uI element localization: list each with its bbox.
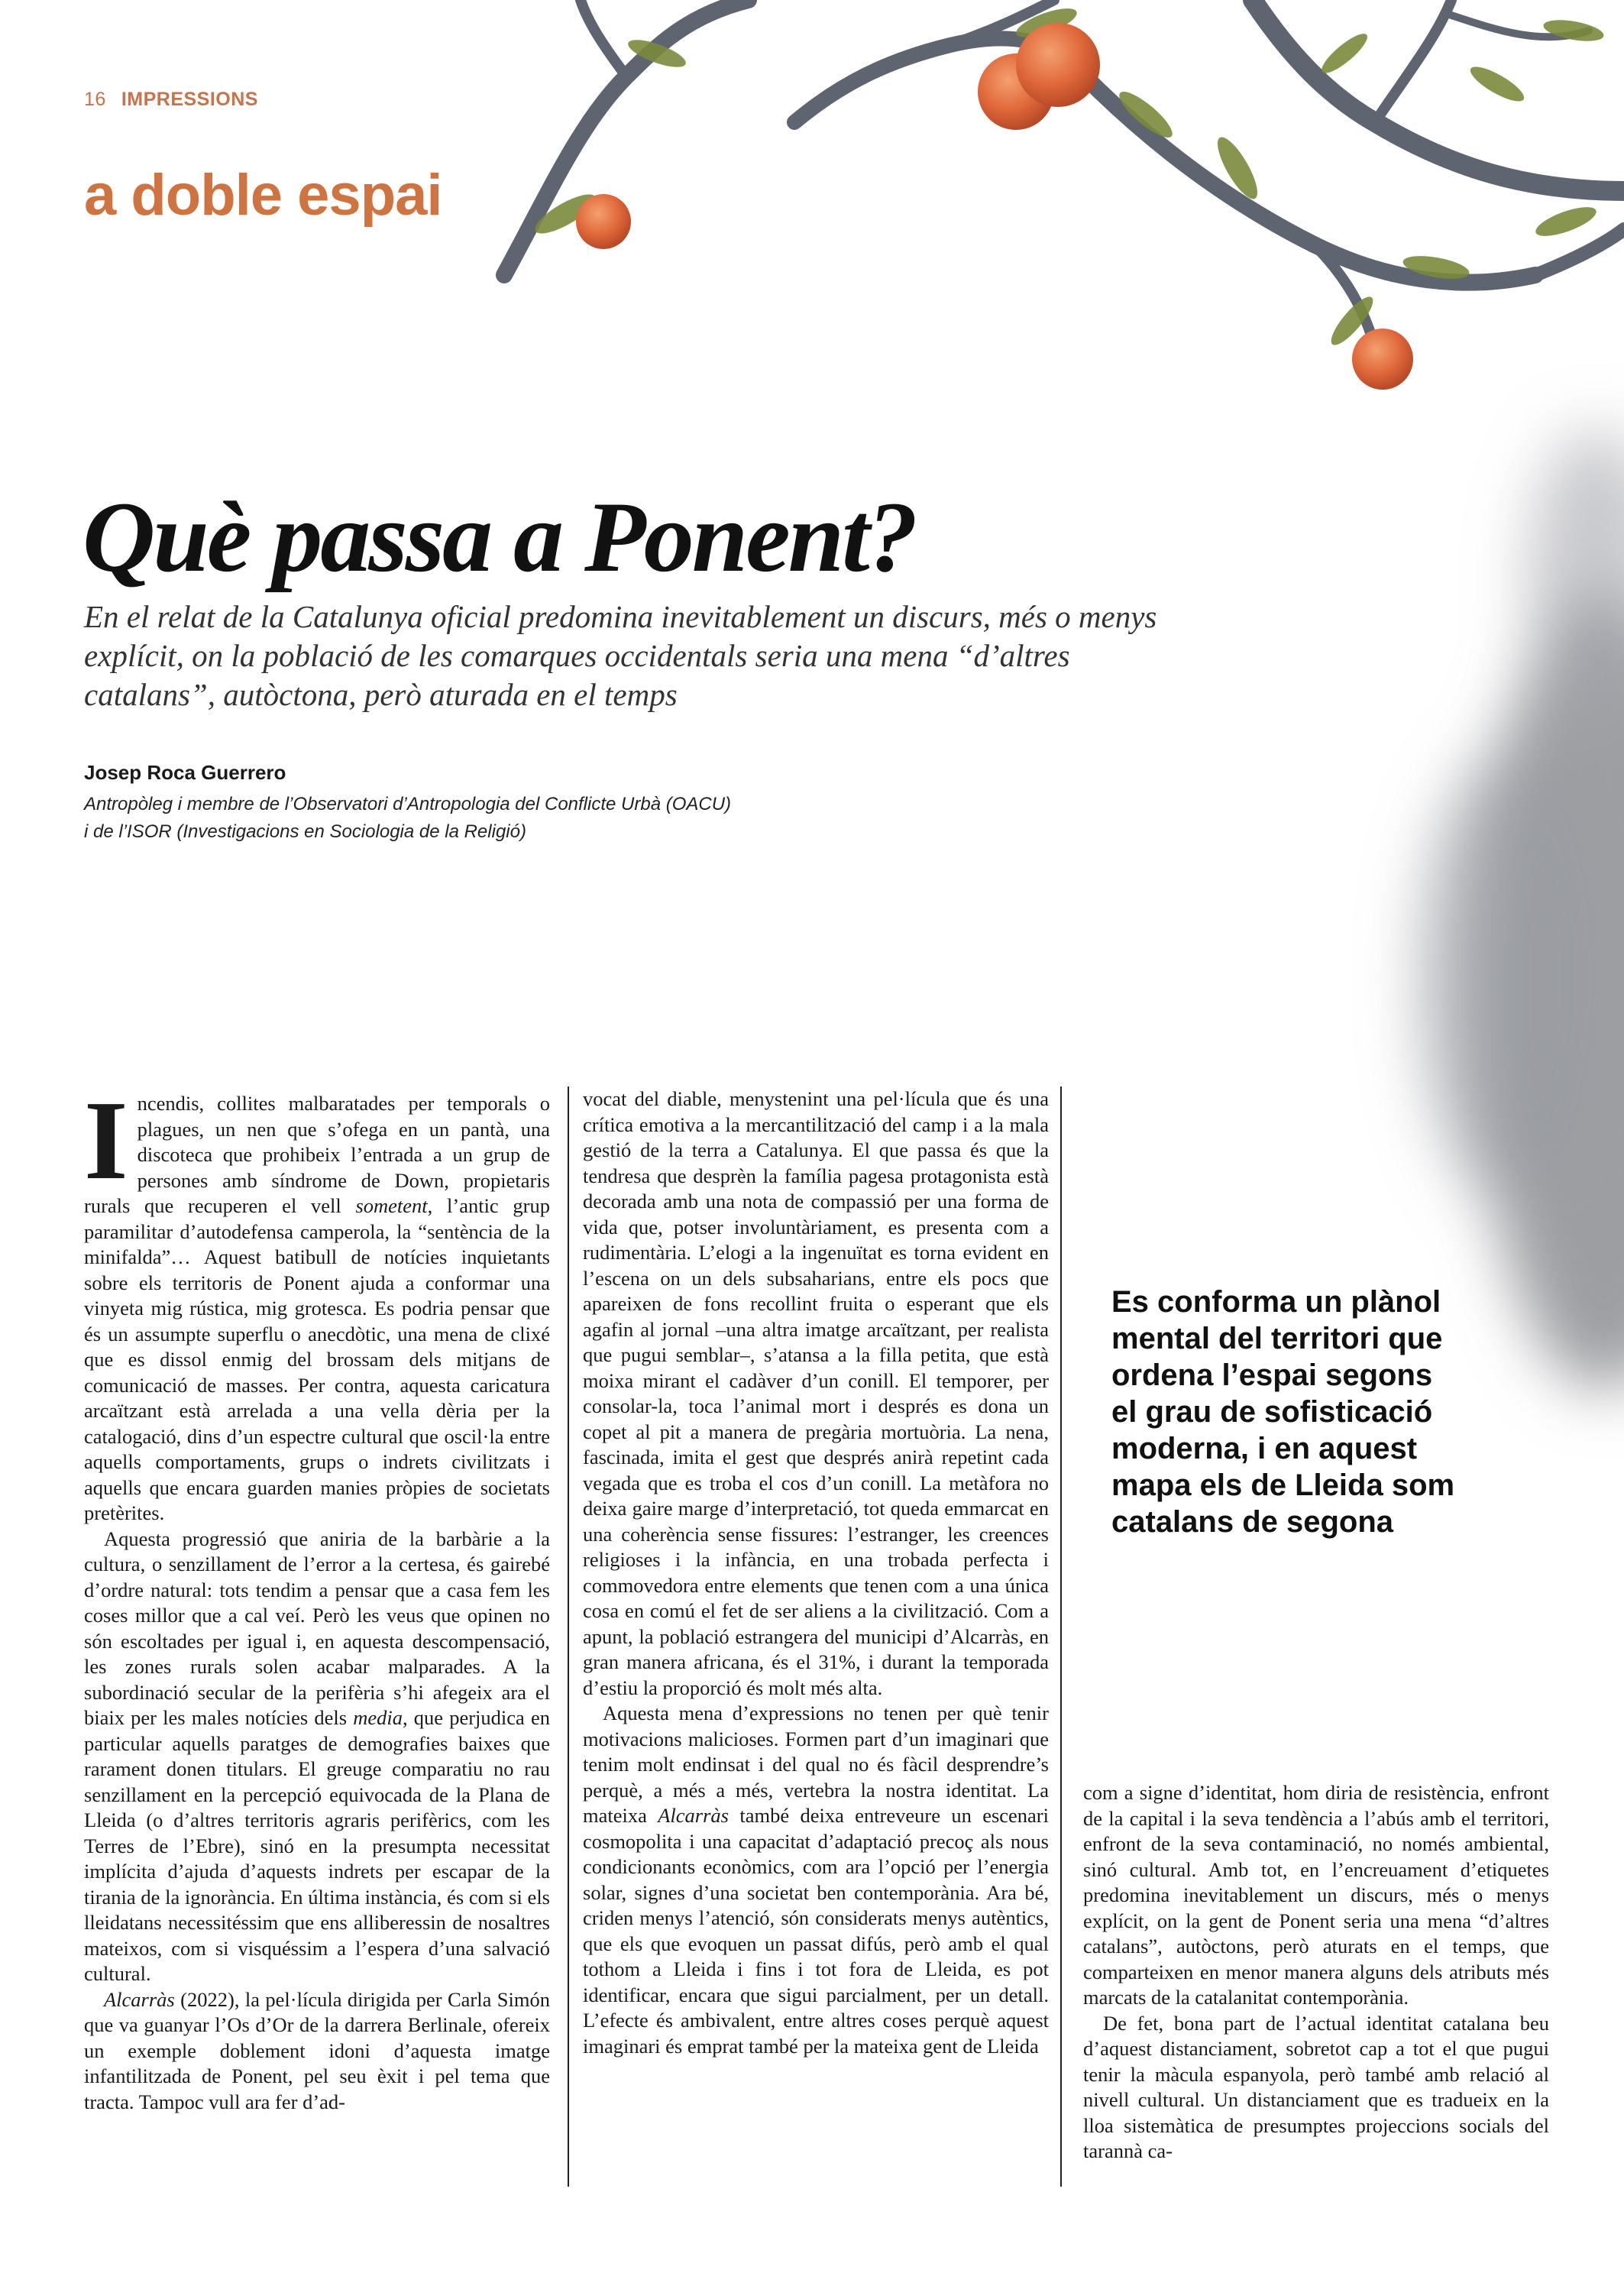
paragraph: Incendis, collites malbaratades per temporals o plagues, un nen que s’ofega en un pantà, una discoteca que prohibeix l’entrada a un grup de persones amb síndrome de Down, propietaris rurals que recuperen el vell sometent, l’antic grup paramilitar d’autodefensa camperola, la “sentència de la minifalda”… Aquest batibull de notícies inquietants sobre els territoris de Ponent ajuda a conformar una vinyeta mig rústica, mig grotesca. Es podria pensar que és un assumpte superflu o anecdòtic, una mena de clixé que es dissol enmig del brossam dels mitjans de comunicació de masses. Per contra, aquesta caricatura arcaïtzant està arrelada a una vella dèria per la catalogació, dins d’un espectre cultural que oscil·la entre aquells comportaments, grups o indrets civilitzats i aquells que encara guarden manies pròpies de societats pretèrites. <box>84 1078 550 1524</box>
pull-quote: Es conforma un plànol mental del territori que ordena l’espai segons el grau de sofisticació moderna, i en aquest mapa els de Lleida som catalans de segona <box>1111 1285 1455 1539</box>
column-divider <box>568 1086 569 2187</box>
paragraph: com a signe d’identitat, hom diria de resistència, enfront de la capital i la seva tendència a l’abús amb el territori, enfront de la seva contaminació, no només ambiental, sinó cultural. Amb tot, en l’encreuament d’etiquetes predomina inevitablement un discurs, més o menys explícit, on la gent de Ponent seria una mena “d’altres catalans”, autòctons, però aturats en el temps, que comparteixen en menor manera alguns dels atributs més marcats de la catalanitat contemporània. <box>1083 1781 1549 2009</box>
article-column-3 <box>1083 1780 1549 2165</box>
leaves <box>530 2 1605 350</box>
drop-cap: I <box>84 1078 128 1203</box>
article-column-1 <box>84 1078 550 2115</box>
author-name: Josep Roca Guerrero <box>84 761 286 784</box>
blurred-shape <box>1421 428 1624 1391</box>
paragraph: Aquesta mena d’expressions no tenen per què tenir motivacions malicioses. Formen part d’un imaginari que tenim molt endinsat i del qual no és fàcil desprendre’s perquè, a més a més, vertebra la nostra identitat. La mateixa Alcarràs també deixa entreveure un escenari cosmopolita i una capacitat d’adaptació precoç als nous condicionants econòmics, com ara l’opció per l’energia solar, signes d’una societat ben contemporània. Ara bé, criden menys l’atenció, són considerats menys autèntics, que els que evoquen un passat difús, però amb el qual tothom a Lleida i fins i tot fora de Lleida, es pot identificar, encara que sigui parcialment, per un detall. L’efecte és ambivalent, entre altres coses perquè aquest imaginari és emprat també per la mateixa gent de Lleida <box>583 1702 1049 2058</box>
article-column-2 <box>583 1086 1049 2059</box>
oranges <box>576 23 1413 390</box>
paragraph: vocat del diable, menystenint una pel·lícula que és una crítica emotiva a la mercantilització del camp i a la mala gestió de la terra a Catalunya. El que passa és que la tendresa que desprèn la família pagesa protagonista està decorada amb una nota de compassió per una forma de vida que, potser involuntàriament, es presenta com a rudimentària. L’elogi a la ingenuïtat es torna evident en l’escena on un dels subsaharians, entre els pocs que apareixen de fons recollint fruita o esperant que els agafin al jornal –una altra imatge arcaïtzant, per realista que pugui semblar–, s’atansa a la filla petita, que està moixa mirant el cadàver d’un conill. El temporer, per consolar-la, toca l’animal mort i després es dona un copet al pit a manera de pregària mortuòria. La nena, fascinada, imita el gest que després anirà repetint cada vegada que es troba el cos d’un conill. La metàfora no deixa gaire marge d’interpretació, tot queda emmarcat en una coherència sense fissures: l’estranger, les creences religioses i la infància, en una trobada perfecta i commovedora entre elements que tenen com a una única cosa en comú el fet de ser aliens a la civilització. Com a apunt, la població estrangera del municipi d’Alcarràs, en gran manera africana, és el 31%, i durant la temporada d’estiu la proporció és molt més alta. <box>583 1087 1049 1699</box>
branches <box>504 0 1624 382</box>
standfirst: En el relat de la Catalunya oficial predomina inevitablement un discurs, més o menys explícit, on la població de les comarques occidentals seria una mena “d’altres catalans”, autòctona, però aturada en el temps <box>84 599 1157 712</box>
column-divider <box>1060 1086 1062 2187</box>
paragraph: Aquesta progressió que aniria de la barbàrie a la cultura, o senzillament de l’error a la certesa, és gairebé d’ordre natural: tots tendim a pensar que a casa fem les coses millor que a cal veí. Però les veus que opinen no són escoltades per igual i, en aquesta descompensació, les zones rurals solen acabar malparades. A la subordinació secular de la perifèria s’hi afegeix ara el biaix per les males notícies dels media, que perjudica en particular aquells paratges de demografies baixes que rarament donen titulars. El greuge comparatiu no rau senzillament en la percepció equivocada de la Plana de Lleida (o d’altres territoris agraris perifèrics, com les Terres de l’Ebre), sinó en la presumpta necessitat implícita d’ajuda d’aquests indrets per escapar de la tirania de la ignorància. En última instància, és com si els lleidatans necessitéssim que ens alliberessin de nosaltres mateixos, com si visquéssim a l’espera d’una salvació cultural. <box>84 1527 550 1985</box>
author-affiliation-line2: i de l’ISOR (Investigacions en Sociologia de la Religió) <box>84 821 526 842</box>
section-label: IMPRESSIONS <box>121 89 258 110</box>
author-affiliation-line1: Antropòleg i membre de l’Observatori d’Antropologia del Conflicte Urbà (OACU) <box>84 794 732 814</box>
paragraph: Alcarràs (2022), la pel·lícula dirigida per Carla Simón que va guanyar l’Os d’Or de la darrera Berlinale, ofereix un exemple doblement idoni d’aquesta imatge infantilitzada de Ponent, pel seu èxit i pel tema que tracta. Tampoc vull ara fer d’ad- <box>84 1987 550 2113</box>
page-number: 16 <box>84 89 106 110</box>
headline: Què passa a Ponent? <box>82 481 916 593</box>
paragraph: De fet, bona part de l’actual identitat catalana beu d’aquest distanciament, sobretot cap a tot el que pugui tenir la màcula espanyola, però també amb relació al nivell cultural. Un distanciament que es tradueix en la lloa sistemàtica de presumptes projeccions socials del tarannà ca- <box>1083 2011 1549 2162</box>
byline <box>84 761 924 846</box>
section-title: a doble espai <box>84 163 442 228</box>
page-header <box>84 89 258 111</box>
